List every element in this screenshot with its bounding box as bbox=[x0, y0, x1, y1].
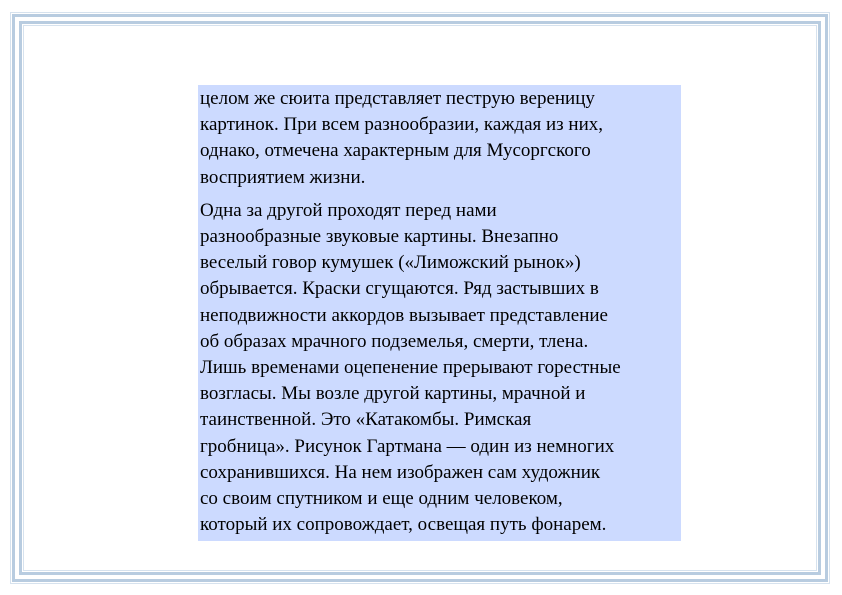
text-block bbox=[198, 85, 681, 541]
text-line: однако, отмечена характерным для Мусоргского bbox=[200, 140, 591, 162]
text-line: разнообразные звуковые картины. Внезапно bbox=[200, 226, 559, 248]
text-line: восприятием жизни. bbox=[200, 166, 366, 188]
text-line: таинственной. Это «Катакомбы. Римская bbox=[200, 409, 532, 431]
text-line: целом же сюита представляет пеструю вереницу bbox=[200, 88, 595, 109]
text-line: веселый говор кумушек («Лиможский рынок») bbox=[200, 252, 581, 274]
text-line: возгласы. Мы возле другой картины, мрачной и bbox=[200, 383, 586, 405]
text-line: неподвижности аккордов вызывает представление bbox=[200, 304, 608, 326]
text-line: об образах мрачного подземелья, смерти, тлена. bbox=[200, 330, 589, 352]
text-line: сохранившихся. На нем изображен сам художник bbox=[200, 461, 601, 483]
text-line: картинок. При всем разнообразии, каждая из них, bbox=[200, 114, 604, 136]
text-line: гробница». Рисунок Гартмана — один из немногих bbox=[200, 435, 615, 457]
text-line: со своим спутником и еще одним человеком, bbox=[200, 488, 563, 510]
text-line: обрывается. Краски сгущаются. Ряд застывших в bbox=[200, 278, 599, 300]
text-line: который их сопровождает, освещая путь фонарем. bbox=[200, 514, 607, 536]
paragraph-1 bbox=[200, 86, 679, 191]
text-line: Лишь временами оцепенение прерывают горестные bbox=[200, 357, 621, 379]
text-line: Одна за другой проходят перед нами bbox=[200, 199, 497, 221]
paragraph-2 bbox=[200, 198, 679, 539]
